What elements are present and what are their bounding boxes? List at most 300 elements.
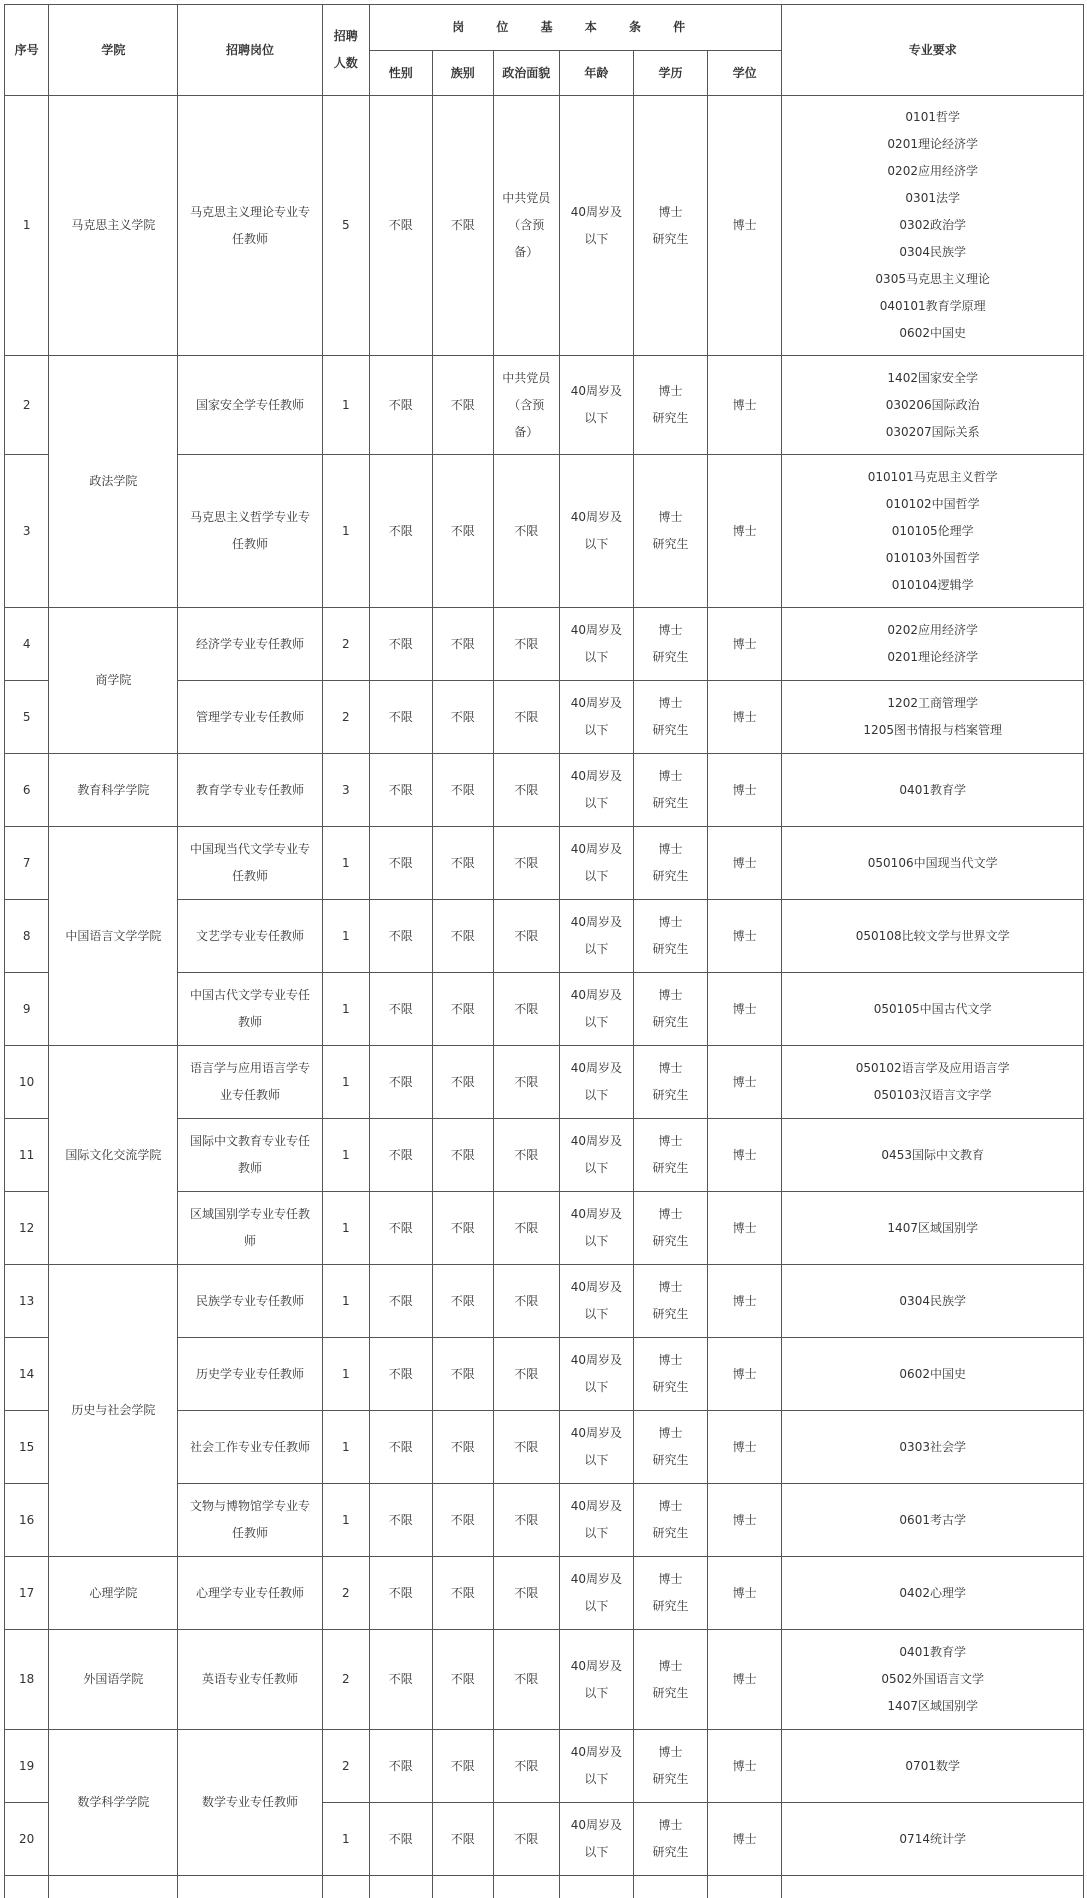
row-number: 9	[5, 973, 49, 1046]
age-cell: 40周岁及以下	[559, 973, 634, 1046]
education-cell-line: 博士	[640, 1420, 701, 1447]
politics-cell	[494, 356, 560, 455]
education-cell-line: 博士	[640, 836, 701, 863]
degree-cell: 博士	[707, 1411, 782, 1484]
education-cell-line: 研究生	[640, 405, 701, 432]
politics-cell	[494, 754, 560, 827]
education-cell-line: 研究生	[640, 1593, 701, 1620]
count-cell: 1	[322, 1803, 369, 1876]
age-cell: 40周岁及以下	[559, 1192, 634, 1265]
education-cell-line: 博士	[640, 1347, 701, 1374]
major-cell	[782, 455, 1084, 608]
education-cell-line: 博士	[640, 617, 701, 644]
education-cell	[634, 1411, 708, 1484]
table-row	[5, 1630, 1084, 1730]
college-cell: 心理学院	[49, 1557, 178, 1630]
major-cell	[782, 1046, 1084, 1119]
major-cell-line: 0202应用经济学	[786, 617, 1079, 644]
major-cell	[782, 1265, 1084, 1338]
count-cell: 1	[322, 900, 369, 973]
count-cell: 3	[322, 754, 369, 827]
college-cell: 中国语言文学学院	[49, 827, 178, 1046]
table-row	[5, 1265, 1084, 1338]
education-cell-line: 研究生	[640, 1374, 701, 1401]
age-cell: 40周岁及以下	[559, 900, 634, 973]
age-cell: 40周岁及以下	[559, 1119, 634, 1192]
major-cell-line: 0201理论经济学	[786, 131, 1079, 158]
degree-cell: 博士	[707, 1557, 782, 1630]
politics-cell-line: 不限	[500, 631, 553, 658]
education-cell-line: 博士	[640, 1566, 701, 1593]
row-number: 11	[5, 1119, 49, 1192]
age-cell: 40周岁及以下	[559, 1630, 634, 1730]
major-cell-line: 0453国际中文教育	[786, 1142, 1079, 1169]
education-cell-line: 博士	[640, 1812, 701, 1839]
major-cell	[782, 681, 1084, 754]
major-cell-line: 010104逻辑学	[786, 572, 1079, 599]
major-cell	[782, 1192, 1084, 1265]
politics-cell	[494, 1630, 560, 1730]
empty-cell	[178, 1876, 322, 1898]
count-cell: 1	[322, 1046, 369, 1119]
gender-cell: 不限	[370, 356, 433, 455]
degree-cell: 博士	[707, 973, 782, 1046]
education-cell-line: 研究生	[640, 531, 701, 558]
major-cell-line: 0202应用经济学	[786, 158, 1079, 185]
education-cell	[634, 1730, 708, 1803]
age-cell: 40周岁及以下	[559, 1730, 634, 1803]
ethnicity-cell: 不限	[432, 1046, 494, 1119]
education-cell-line: 研究生	[640, 1155, 701, 1182]
ethnicity-cell: 不限	[432, 455, 494, 608]
count-cell: 2	[322, 1730, 369, 1803]
count-cell: 1	[322, 1338, 369, 1411]
row-number: 1	[5, 96, 49, 356]
ethnicity-cell: 不限	[432, 1730, 494, 1803]
education-cell	[634, 1265, 708, 1338]
major-cell	[782, 1119, 1084, 1192]
degree-cell: 博士	[707, 1730, 782, 1803]
gender-cell: 不限	[370, 1338, 433, 1411]
major-cell-line: 0101哲学	[786, 104, 1079, 131]
count-cell: 2	[322, 608, 369, 681]
position-cell: 管理学专业专任教师	[178, 681, 322, 754]
ethnicity-cell: 不限	[432, 754, 494, 827]
ethnicity-cell: 不限	[432, 900, 494, 973]
college-cell: 政法学院	[49, 356, 178, 608]
education-cell	[634, 455, 708, 608]
education-cell-line: 研究生	[640, 863, 701, 890]
politics-cell-line: 备）	[500, 419, 553, 446]
header-major: 专业要求	[782, 5, 1084, 96]
education-cell-line: 研究生	[640, 644, 701, 671]
education-cell	[634, 1484, 708, 1557]
major-cell-line: 0304民族学	[786, 239, 1079, 266]
major-cell-line: 0602中国史	[786, 320, 1079, 347]
gender-cell: 不限	[370, 827, 433, 900]
position-cell: 社会工作专业专任教师	[178, 1411, 322, 1484]
empty-cell	[634, 1876, 708, 1898]
row-number: 15	[5, 1411, 49, 1484]
age-cell: 40周岁及以下	[559, 827, 634, 900]
education-cell	[634, 681, 708, 754]
politics-cell	[494, 827, 560, 900]
age-cell: 40周岁及以下	[559, 1803, 634, 1876]
politics-cell-line: 不限	[500, 518, 553, 545]
ethnicity-cell: 不限	[432, 1338, 494, 1411]
politics-cell-line: 不限	[500, 1434, 553, 1461]
row-number: 10	[5, 1046, 49, 1119]
count-cell: 2	[322, 681, 369, 754]
age-cell: 40周岁及以下	[559, 96, 634, 356]
count-cell: 1	[322, 356, 369, 455]
age-cell: 40周岁及以下	[559, 608, 634, 681]
ethnicity-cell: 不限	[432, 1192, 494, 1265]
politics-cell-line: 不限	[500, 1507, 553, 1534]
major-cell-line: 050103汉语言文字学	[786, 1082, 1079, 1109]
ethnicity-cell: 不限	[432, 1411, 494, 1484]
table-row	[5, 1557, 1084, 1630]
major-cell	[782, 356, 1084, 455]
politics-cell	[494, 1338, 560, 1411]
education-cell-line: 博士	[640, 1201, 701, 1228]
position-cell: 教育学专业专任教师	[178, 754, 322, 827]
education-cell	[634, 608, 708, 681]
header-age: 年龄	[559, 51, 634, 96]
position-cell: 马克思主义理论专业专任教师	[178, 96, 322, 356]
major-cell	[782, 96, 1084, 356]
row-number: 20	[5, 1803, 49, 1876]
empty-cell	[782, 1876, 1084, 1898]
row-number: 4	[5, 608, 49, 681]
major-cell-line: 010105伦理学	[786, 518, 1079, 545]
row-number: 5	[5, 681, 49, 754]
major-cell	[782, 1411, 1084, 1484]
politics-cell	[494, 973, 560, 1046]
politics-cell-line: 不限	[500, 1142, 553, 1169]
major-cell-line: 030207国际关系	[786, 419, 1079, 446]
major-cell-line: 0601考古学	[786, 1507, 1079, 1534]
row-number: 18	[5, 1630, 49, 1730]
education-cell	[634, 1630, 708, 1730]
position-cell: 区域国别学专业专任教师	[178, 1192, 322, 1265]
count-cell: 1	[322, 973, 369, 1046]
education-cell	[634, 1046, 708, 1119]
major-cell-line: 050102语言学及应用语言学	[786, 1055, 1079, 1082]
politics-cell-line: 不限	[500, 1215, 553, 1242]
table-body	[5, 96, 1084, 1898]
ethnicity-cell: 不限	[432, 827, 494, 900]
count-cell: 2	[322, 1630, 369, 1730]
politics-cell-line: （含预	[500, 392, 553, 419]
major-cell	[782, 1803, 1084, 1876]
education-cell-line: 博士	[640, 1493, 701, 1520]
table-row	[5, 827, 1084, 900]
ethnicity-cell: 不限	[432, 356, 494, 455]
gender-cell: 不限	[370, 1557, 433, 1630]
count-cell: 1	[322, 1484, 369, 1557]
education-cell-line: 研究生	[640, 1301, 701, 1328]
education-cell	[634, 96, 708, 356]
major-cell-line: 0401教育学	[786, 777, 1079, 804]
position-cell: 民族学专业专任教师	[178, 1265, 322, 1338]
header-gender: 性别	[370, 51, 433, 96]
row-number: 14	[5, 1338, 49, 1411]
major-cell-line: 0402心理学	[786, 1580, 1079, 1607]
education-cell-line: 研究生	[640, 226, 701, 253]
education-cell-line: 研究生	[640, 936, 701, 963]
politics-cell-line: 备）	[500, 239, 553, 266]
header-count: 招聘人数	[322, 5, 369, 96]
major-cell	[782, 1557, 1084, 1630]
count-cell: 1	[322, 1119, 369, 1192]
politics-cell-line: 不限	[500, 1069, 553, 1096]
major-cell-line: 040101教育学原理	[786, 293, 1079, 320]
politics-cell	[494, 1411, 560, 1484]
education-cell-line: 研究生	[640, 1680, 701, 1707]
empty-cell	[370, 1876, 433, 1898]
education-cell	[634, 1557, 708, 1630]
politics-cell-line: 不限	[500, 1361, 553, 1388]
ethnicity-cell: 不限	[432, 1484, 494, 1557]
education-cell-line: 博士	[640, 982, 701, 1009]
politics-cell-line: 不限	[500, 777, 553, 804]
count-cell: 1	[322, 827, 369, 900]
row-number: 16	[5, 1484, 49, 1557]
age-cell: 40周岁及以下	[559, 754, 634, 827]
politics-cell	[494, 1046, 560, 1119]
position-cell: 语言学与应用语言学专业专任教师	[178, 1046, 322, 1119]
row-number: 12	[5, 1192, 49, 1265]
politics-cell	[494, 1265, 560, 1338]
major-cell-line: 0701数学	[786, 1753, 1079, 1780]
politics-cell-line: 不限	[500, 923, 553, 950]
header-conditions: 岗 位 基 本 条 件	[370, 5, 782, 51]
education-cell-line: 博士	[640, 1739, 701, 1766]
education-cell	[634, 1803, 708, 1876]
politics-cell	[494, 1484, 560, 1557]
ethnicity-cell: 不限	[432, 608, 494, 681]
politics-cell	[494, 455, 560, 608]
gender-cell: 不限	[370, 1730, 433, 1803]
gender-cell: 不限	[370, 608, 433, 681]
row-number: 2	[5, 356, 49, 455]
row-number: 13	[5, 1265, 49, 1338]
position-cell: 数学专业专任教师	[178, 1730, 322, 1876]
empty-cell	[49, 1876, 178, 1898]
politics-cell	[494, 1119, 560, 1192]
position-cell: 文艺学专业专任教师	[178, 900, 322, 973]
politics-cell	[494, 1192, 560, 1265]
politics-cell-line: 不限	[500, 1666, 553, 1693]
politics-cell-line: 不限	[500, 996, 553, 1023]
empty-cell	[322, 1876, 369, 1898]
major-cell-line: 010103外国哲学	[786, 545, 1079, 572]
politics-cell	[494, 96, 560, 356]
position-cell: 马克思主义哲学专业专任教师	[178, 455, 322, 608]
politics-cell-line: 不限	[500, 850, 553, 877]
politics-cell	[494, 1557, 560, 1630]
education-cell	[634, 900, 708, 973]
college-cell: 马克思主义学院	[49, 96, 178, 356]
degree-cell: 博士	[707, 1046, 782, 1119]
college-cell: 数学科学学院	[49, 1730, 178, 1876]
college-cell: 外国语学院	[49, 1630, 178, 1730]
age-cell: 40周岁及以下	[559, 1484, 634, 1557]
education-cell-line: 博士	[640, 1274, 701, 1301]
major-cell-line: 050106中国现当代文学	[786, 850, 1079, 877]
education-cell-line: 博士	[640, 378, 701, 405]
age-cell: 40周岁及以下	[559, 1338, 634, 1411]
degree-cell: 博士	[707, 356, 782, 455]
gender-cell: 不限	[370, 1265, 433, 1338]
header-no: 序号	[5, 5, 49, 96]
education-cell	[634, 1338, 708, 1411]
education-cell-line: 博士	[640, 909, 701, 936]
gender-cell: 不限	[370, 1046, 433, 1119]
education-cell-line: 研究生	[640, 717, 701, 744]
major-cell-line: 0714统计学	[786, 1826, 1079, 1853]
empty-cell	[707, 1876, 782, 1898]
gender-cell: 不限	[370, 1192, 433, 1265]
row-number: 3	[5, 455, 49, 608]
position-cell: 国际中文教育专业专任教师	[178, 1119, 322, 1192]
major-cell	[782, 900, 1084, 973]
row-number: 19	[5, 1730, 49, 1803]
position-cell: 历史学专业专任教师	[178, 1338, 322, 1411]
count-cell: 5	[322, 96, 369, 356]
degree-cell: 博士	[707, 1192, 782, 1265]
gender-cell: 不限	[370, 1119, 433, 1192]
major-cell	[782, 1730, 1084, 1803]
age-cell: 40周岁及以下	[559, 1557, 634, 1630]
count-cell: 1	[322, 1411, 369, 1484]
major-cell	[782, 973, 1084, 1046]
gender-cell: 不限	[370, 1484, 433, 1557]
age-cell: 40周岁及以下	[559, 681, 634, 754]
age-cell: 40周岁及以下	[559, 1046, 634, 1119]
degree-cell: 博士	[707, 96, 782, 356]
major-cell-line: 0302政治学	[786, 212, 1079, 239]
major-cell-line: 0602中国史	[786, 1361, 1079, 1388]
empty-cell	[494, 1876, 560, 1898]
header-college: 学院	[49, 5, 178, 96]
ethnicity-cell: 不限	[432, 1630, 494, 1730]
empty-cell	[5, 1876, 49, 1898]
education-cell	[634, 356, 708, 455]
table-row-partial	[5, 1876, 1084, 1898]
education-cell-line: 研究生	[640, 1447, 701, 1474]
politics-cell-line: 中共党员	[500, 365, 553, 392]
major-cell	[782, 608, 1084, 681]
major-cell-line: 0303社会学	[786, 1434, 1079, 1461]
row-number: 6	[5, 754, 49, 827]
major-cell	[782, 827, 1084, 900]
major-cell-line: 050108比较文学与世界文学	[786, 923, 1079, 950]
major-cell-line: 010101马克思主义哲学	[786, 464, 1079, 491]
politics-cell-line: 不限	[500, 1753, 553, 1780]
ethnicity-cell: 不限	[432, 96, 494, 356]
table-row	[5, 754, 1084, 827]
gender-cell: 不限	[370, 455, 433, 608]
position-cell: 英语专业专任教师	[178, 1630, 322, 1730]
position-cell: 中国现当代文学专业专任教师	[178, 827, 322, 900]
college-cell: 国际文化交流学院	[49, 1046, 178, 1265]
politics-cell-line: （含预	[500, 212, 553, 239]
education-cell	[634, 827, 708, 900]
empty-cell	[432, 1876, 494, 1898]
gender-cell: 不限	[370, 1411, 433, 1484]
politics-cell	[494, 900, 560, 973]
position-cell: 国家安全学专任教师	[178, 356, 322, 455]
education-cell-line: 博士	[640, 504, 701, 531]
ethnicity-cell: 不限	[432, 1265, 494, 1338]
major-cell-line: 050105中国古代文学	[786, 996, 1079, 1023]
education-cell	[634, 1192, 708, 1265]
major-cell-line: 0401教育学	[786, 1639, 1079, 1666]
major-cell-line: 0201理论经济学	[786, 644, 1079, 671]
major-cell-line: 0305马克思主义理论	[786, 266, 1079, 293]
major-cell-line: 0304民族学	[786, 1288, 1079, 1315]
major-cell-line: 030206国际政治	[786, 392, 1079, 419]
education-cell	[634, 754, 708, 827]
table-row	[5, 356, 1084, 455]
ethnicity-cell: 不限	[432, 1803, 494, 1876]
education-cell-line: 研究生	[640, 1228, 701, 1255]
college-cell: 教育科学学院	[49, 754, 178, 827]
major-cell-line: 010102中国哲学	[786, 491, 1079, 518]
politics-cell-line: 不限	[500, 1826, 553, 1853]
recruitment-table	[4, 4, 1084, 1898]
major-cell	[782, 1630, 1084, 1730]
row-number: 7	[5, 827, 49, 900]
position-cell: 经济学专业专任教师	[178, 608, 322, 681]
education-cell-line: 博士	[640, 690, 701, 717]
age-cell: 40周岁及以下	[559, 356, 634, 455]
education-cell-line: 博士	[640, 1128, 701, 1155]
major-cell	[782, 1338, 1084, 1411]
education-cell-line: 博士	[640, 1653, 701, 1680]
education-cell-line: 博士	[640, 199, 701, 226]
degree-cell: 博士	[707, 1484, 782, 1557]
degree-cell: 博士	[707, 1803, 782, 1876]
major-cell-line: 0301法学	[786, 185, 1079, 212]
politics-cell	[494, 681, 560, 754]
politics-cell	[494, 608, 560, 681]
gender-cell: 不限	[370, 973, 433, 1046]
politics-cell-line: 中共党员	[500, 185, 553, 212]
age-cell: 40周岁及以下	[559, 1411, 634, 1484]
table-row	[5, 1730, 1084, 1803]
education-cell-line: 研究生	[640, 790, 701, 817]
header-politics: 政治面貌	[494, 51, 560, 96]
education-cell-line: 研究生	[640, 1082, 701, 1109]
politics-cell-line: 不限	[500, 1580, 553, 1607]
education-cell	[634, 973, 708, 1046]
education-cell	[634, 1119, 708, 1192]
ethnicity-cell: 不限	[432, 973, 494, 1046]
degree-cell: 博士	[707, 900, 782, 973]
position-cell: 心理学专业专任教师	[178, 1557, 322, 1630]
politics-cell-line: 不限	[500, 1288, 553, 1315]
ethnicity-cell: 不限	[432, 1557, 494, 1630]
major-cell-line: 1402国家安全学	[786, 365, 1079, 392]
education-cell-line: 博士	[640, 763, 701, 790]
table-row	[5, 608, 1084, 681]
education-cell-line: 研究生	[640, 1766, 701, 1793]
empty-cell	[559, 1876, 634, 1898]
major-cell-line: 0502外国语言文学	[786, 1666, 1079, 1693]
